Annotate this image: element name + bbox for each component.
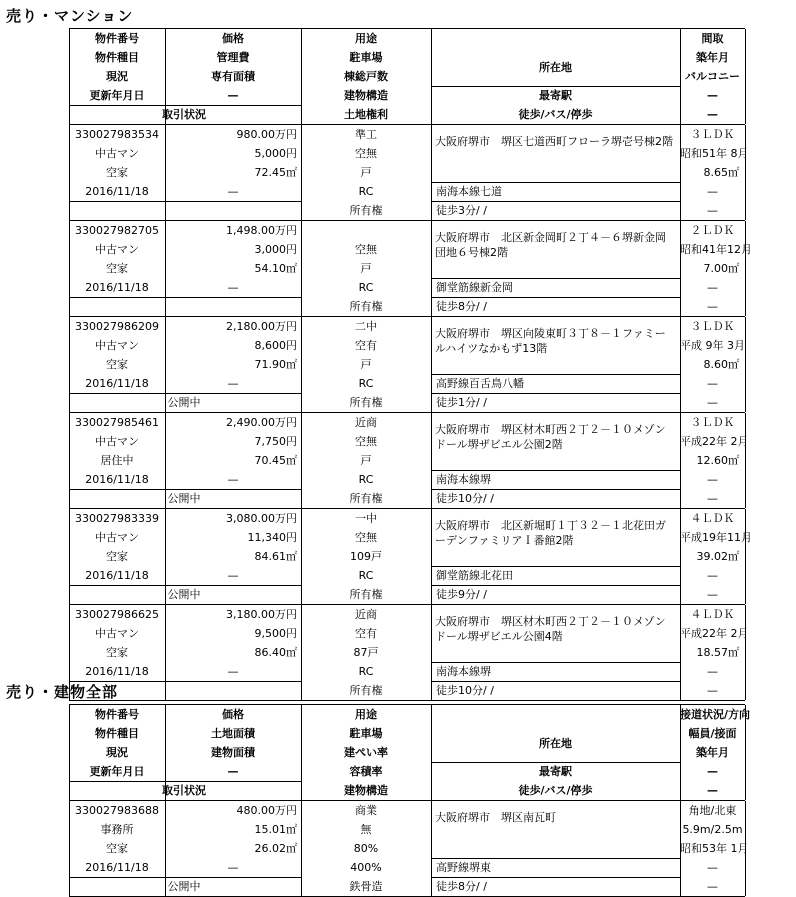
deal-status: 公開中 — [167, 396, 201, 409]
built-date: 昭和41年12月 — [680, 243, 752, 256]
header-cell: 所在地 — [539, 60, 572, 74]
header-cell: 駐車場 — [349, 51, 383, 64]
property-id: 330027983688 — [75, 804, 159, 817]
property-type: 中古マン — [95, 531, 139, 544]
area-value: 86.40㎡ — [254, 646, 297, 659]
unit-count: 戸 — [360, 358, 372, 371]
layout: ３ＬＤＫ — [690, 320, 735, 333]
unit-count: 87戸 — [353, 646, 379, 659]
property-status: 居住中 — [100, 454, 134, 467]
section-title-building: 売り・建物全部 — [6, 683, 119, 701]
grid-line — [431, 317, 432, 412]
property-status: 空家 — [106, 358, 128, 371]
balcony-area: 8.65㎡ — [703, 166, 739, 179]
price: 980.00万円 — [236, 128, 297, 141]
structure: RC — [358, 377, 374, 390]
property-type: 中古マン — [95, 339, 139, 352]
price: 3,180.00万円 — [226, 608, 297, 621]
property-id: 330027982705 — [75, 224, 159, 237]
address: 大阪府堺市 堺区七道西町フローラ堺壱号棟2階 — [435, 135, 673, 148]
secondary-value: 9,500円 — [254, 627, 297, 640]
walk-time: 徒歩1分/ / — [436, 396, 487, 409]
empty-value: — — [227, 377, 239, 390]
header-cell: — — [707, 108, 718, 121]
unit-count: 戸 — [360, 262, 372, 275]
empty-value: — — [707, 880, 718, 893]
balcony-area: 昭和53年 1月 — [680, 842, 749, 855]
walk-time: 徒歩8分/ / — [436, 880, 487, 893]
land-rights: 所有権 — [349, 684, 383, 697]
property-status: 空家 — [106, 842, 128, 855]
balcony-area: 12.60㎡ — [696, 454, 739, 467]
property-id: 330027983339 — [75, 512, 159, 525]
unit-count: 109戸 — [350, 550, 382, 563]
empty-value: — — [707, 473, 718, 486]
updated-date: 2016/11/18 — [85, 473, 149, 486]
grid-line — [431, 509, 432, 604]
property-status: 空家 — [106, 166, 128, 179]
layout: ３ＬＤＫ — [690, 416, 735, 429]
header-cell: 所在地 — [539, 736, 572, 750]
grid-line — [745, 605, 746, 700]
built-date: 平成22年 2月 — [680, 435, 749, 448]
table-header — [69, 28, 745, 125]
structure: RC — [358, 569, 374, 582]
area-value: 84.61㎡ — [254, 550, 297, 563]
price: 480.00万円 — [236, 804, 297, 817]
built-date: 平成19年11月 — [680, 531, 752, 544]
header-cell: 物件種目 — [95, 51, 139, 64]
table-header — [69, 704, 751, 801]
header-cell: 接道状況/方向 — [680, 708, 751, 721]
area-value: 26.02㎡ — [254, 842, 297, 855]
listing-table-building — [69, 704, 751, 897]
empty-value: — — [227, 569, 239, 582]
property-status: 空家 — [106, 550, 128, 563]
nearest-station: 南海本線堺 — [436, 473, 491, 486]
land-rights: 所有権 — [349, 492, 383, 505]
property-type: 中古マン — [95, 147, 139, 160]
walk-time: 徒歩10分/ / — [436, 492, 494, 505]
header-cell: 取引状況 — [162, 784, 206, 797]
header-cell: 土地面積 — [211, 727, 255, 740]
price: 1,498.00万円 — [226, 224, 297, 237]
nearest-station: 高野線百舌鳥八幡 — [436, 377, 524, 390]
walk-time: 徒歩3分/ / — [436, 204, 487, 217]
land-rights: 所有権 — [349, 588, 383, 601]
header-cell: 最寄駅 — [539, 89, 572, 102]
area-value: 70.45㎡ — [254, 454, 297, 467]
built-date: 5.9m/2.5m — [682, 823, 743, 836]
listing-row — [69, 509, 752, 605]
parking: 空無 — [355, 243, 377, 256]
header-cell: 物件番号 — [95, 708, 139, 721]
empty-value: — — [707, 300, 718, 313]
usage: 近商 — [355, 416, 377, 429]
header-cell: 用途 — [355, 708, 377, 721]
layout: 角地/北東 — [688, 804, 737, 817]
grid-line — [431, 125, 432, 220]
balcony-area: 18.57㎡ — [696, 646, 739, 659]
header-cell: 棟総戸数 — [344, 70, 388, 83]
header-cell: 用途 — [355, 32, 377, 45]
walk-time: 徒歩9分/ / — [436, 588, 487, 601]
header-cell: バルコニー — [685, 70, 740, 83]
property-id: 330027983534 — [75, 128, 159, 141]
address: 大阪府堺市 堺区南瓦町 — [435, 811, 556, 824]
parking: 空有 — [355, 339, 377, 352]
header-cell: 取引状況 — [162, 108, 206, 121]
balcony-area: 39.02㎡ — [696, 550, 739, 563]
nearest-station: 高野線堺東 — [436, 861, 491, 874]
nearest-station: 南海本線七道 — [436, 185, 502, 198]
usage: 二中 — [355, 320, 377, 333]
property-id: 330027986625 — [75, 608, 159, 621]
header-cell: 建ぺい率 — [344, 746, 388, 759]
listing-table-mansion — [69, 28, 752, 701]
empty-value: — — [707, 588, 718, 601]
address: 大阪府堺市 北区新金岡町２丁４－６堺新金岡団地６号棟2階 — [435, 231, 666, 259]
empty-value: — — [707, 492, 718, 505]
deal-status: 公開中 — [167, 880, 201, 893]
header-cell: 駐車場 — [349, 727, 383, 740]
usage — [301, 221, 431, 240]
grid-line — [745, 29, 746, 124]
layout: ４ＬＤＫ — [690, 512, 735, 525]
price: 3,080.00万円 — [226, 512, 297, 525]
built-date: 昭和51年 8月 — [680, 147, 749, 160]
walk-time: 徒歩8分/ / — [436, 300, 487, 313]
empty-value: — — [707, 861, 718, 874]
structure: RC — [358, 665, 374, 678]
secondary-value: 11,340円 — [247, 531, 297, 544]
unit-count: 戸 — [360, 166, 372, 179]
empty-value: — — [227, 861, 239, 874]
header-cell: 土地権利 — [344, 108, 388, 121]
price: 2,490.00万円 — [226, 416, 297, 429]
deal-status: 公開中 — [167, 588, 201, 601]
updated-date: 2016/11/18 — [85, 377, 149, 390]
land-rights: 所有権 — [349, 204, 383, 217]
updated-date: 2016/11/18 — [85, 665, 149, 678]
usage: 商業 — [355, 804, 377, 817]
parking: 空有 — [355, 627, 377, 640]
nearest-station: 南海本線堺 — [436, 665, 491, 678]
usage: 近商 — [355, 608, 377, 621]
property-type: 事務所 — [100, 823, 134, 836]
secondary-value: 5,000円 — [254, 147, 297, 160]
empty-value: — — [707, 684, 718, 697]
parking: 空無 — [355, 435, 377, 448]
structure: RC — [358, 281, 374, 294]
secondary-value: 3,000円 — [254, 243, 297, 256]
deal-status: 公開中 — [167, 492, 201, 505]
address: 大阪府堺市 堺区材木町西２丁２－１０メゾンドール堺ザビエル公園2階 — [435, 423, 666, 451]
empty-value: — — [227, 281, 239, 294]
built-date: 平成 9年 3月 — [680, 339, 745, 352]
header-cell: 価格 — [222, 32, 244, 45]
updated-date: 2016/11/18 — [85, 185, 149, 198]
parking: 空無 — [355, 531, 377, 544]
deal-status — [109, 201, 259, 220]
property-type: 中古マン — [95, 435, 139, 448]
structure: RC — [358, 185, 374, 198]
grid-line — [745, 413, 746, 508]
layout: ４ＬＤＫ — [690, 608, 735, 621]
header-cell: 物件種目 — [95, 727, 139, 740]
land-rights: 所有権 — [349, 300, 383, 313]
listing-row — [69, 317, 745, 413]
deal-status — [109, 297, 259, 316]
header-cell: 更新年月日 — [89, 89, 145, 102]
parking: 空無 — [355, 147, 377, 160]
usage: 準工 — [355, 128, 377, 141]
grid-line — [431, 413, 432, 508]
property-status: 空家 — [106, 262, 128, 275]
area-value: 72.45㎡ — [254, 166, 297, 179]
grid-line — [745, 221, 746, 316]
header-cell: 建物面積 — [211, 746, 255, 759]
grid-line — [745, 509, 746, 604]
grid-line — [431, 221, 432, 316]
header-cell: 徒歩/バス/停歩 — [518, 784, 593, 797]
grid-line — [745, 125, 746, 220]
listing-row — [69, 125, 749, 221]
header-cell: 幅員/接面 — [688, 727, 737, 740]
empty-value: — — [707, 396, 718, 409]
header-cell: 徒歩/バス/停歩 — [518, 108, 593, 121]
listing-row — [69, 413, 749, 509]
structure: 400% — [350, 861, 382, 874]
walk-time: 徒歩10分/ / — [436, 684, 494, 697]
property-status: 空家 — [106, 646, 128, 659]
address: 大阪府堺市 堺区材木町西２丁２－１０メゾンドール堺ザビエル公園4階 — [435, 615, 666, 643]
header-cell: 間取 — [701, 32, 724, 45]
layout: ２ＬＤＫ — [690, 224, 735, 237]
header-cell: 建物構造 — [344, 784, 388, 797]
balcony-area: 7.00㎡ — [703, 262, 739, 275]
empty-value: — — [707, 377, 718, 390]
nearest-station: 御堂筋線新金岡 — [436, 281, 513, 294]
property-id: 330027985461 — [75, 416, 159, 429]
header-cell: 物件番号 — [95, 32, 139, 45]
secondary-value: 7,750円 — [254, 435, 297, 448]
unit-count: 80% — [353, 842, 379, 855]
listing-row — [69, 605, 749, 701]
header-cell: 現況 — [106, 70, 128, 83]
structure: RC — [358, 473, 374, 486]
header-cell: 管理費 — [216, 51, 250, 64]
listing-row — [69, 221, 752, 317]
address: 大阪府堺市 堺区向陵東町３丁８－１ファミールハイツなかもず13階 — [435, 327, 666, 355]
header-cell: — — [227, 89, 239, 102]
header-cell: 築年月 — [696, 746, 729, 759]
empty-value: — — [707, 665, 718, 678]
secondary-value: 15.01㎡ — [254, 823, 297, 836]
unit-count: 戸 — [360, 454, 372, 467]
empty-value: — — [707, 185, 718, 198]
updated-date: 2016/11/18 — [85, 861, 149, 874]
empty-value: — — [707, 281, 718, 294]
header-cell: 建物構造 — [344, 89, 388, 102]
header-cell: 最寄駅 — [539, 765, 572, 778]
property-type: 中古マン — [95, 627, 139, 640]
grid-line — [745, 317, 746, 412]
header-cell: 築年月 — [696, 51, 729, 64]
area-value: 54.10㎡ — [254, 262, 297, 275]
usage: 一中 — [355, 512, 377, 525]
price: 2,180.00万円 — [226, 320, 297, 333]
header-cell: 専有面積 — [211, 70, 255, 83]
nearest-station: 御堂筋線北花田 — [436, 569, 513, 582]
empty-value: — — [227, 665, 239, 678]
section-title-mansion: 売り・マンション — [6, 7, 134, 25]
header-cell: — — [707, 784, 718, 797]
header-cell: — — [707, 89, 718, 102]
grid-line — [431, 605, 432, 700]
parking: 無 — [360, 823, 372, 836]
grid-line — [431, 801, 432, 896]
deal-status — [109, 681, 259, 700]
empty-value: — — [707, 569, 718, 582]
land-rights: 鉄骨造 — [349, 880, 383, 893]
empty-value: — — [227, 473, 239, 486]
address: 大阪府堺市 北区新堀町１丁３２－１北花田ガーデンファミリアＩ番館2階 — [435, 519, 666, 547]
secondary-value: 8,600円 — [254, 339, 297, 352]
header-cell: 価格 — [222, 708, 244, 721]
property-type: 中古マン — [95, 243, 139, 256]
header-cell: 容積率 — [349, 765, 383, 778]
header-cell: 更新年月日 — [89, 765, 145, 778]
layout: ３ＬＤＫ — [690, 128, 735, 141]
updated-date: 2016/11/18 — [85, 281, 149, 294]
header-cell: 現況 — [106, 746, 128, 759]
empty-value: — — [227, 185, 239, 198]
empty-value: — — [707, 204, 718, 217]
land-rights: 所有権 — [349, 396, 383, 409]
header-cell: — — [227, 765, 239, 778]
header-cell: — — [707, 765, 718, 778]
listing-row — [69, 801, 749, 897]
area-value: 71.90㎡ — [254, 358, 297, 371]
updated-date: 2016/11/18 — [85, 569, 149, 582]
built-date: 平成22年 2月 — [680, 627, 749, 640]
property-id: 330027986209 — [75, 320, 159, 333]
balcony-area: 8.60㎡ — [703, 358, 739, 371]
